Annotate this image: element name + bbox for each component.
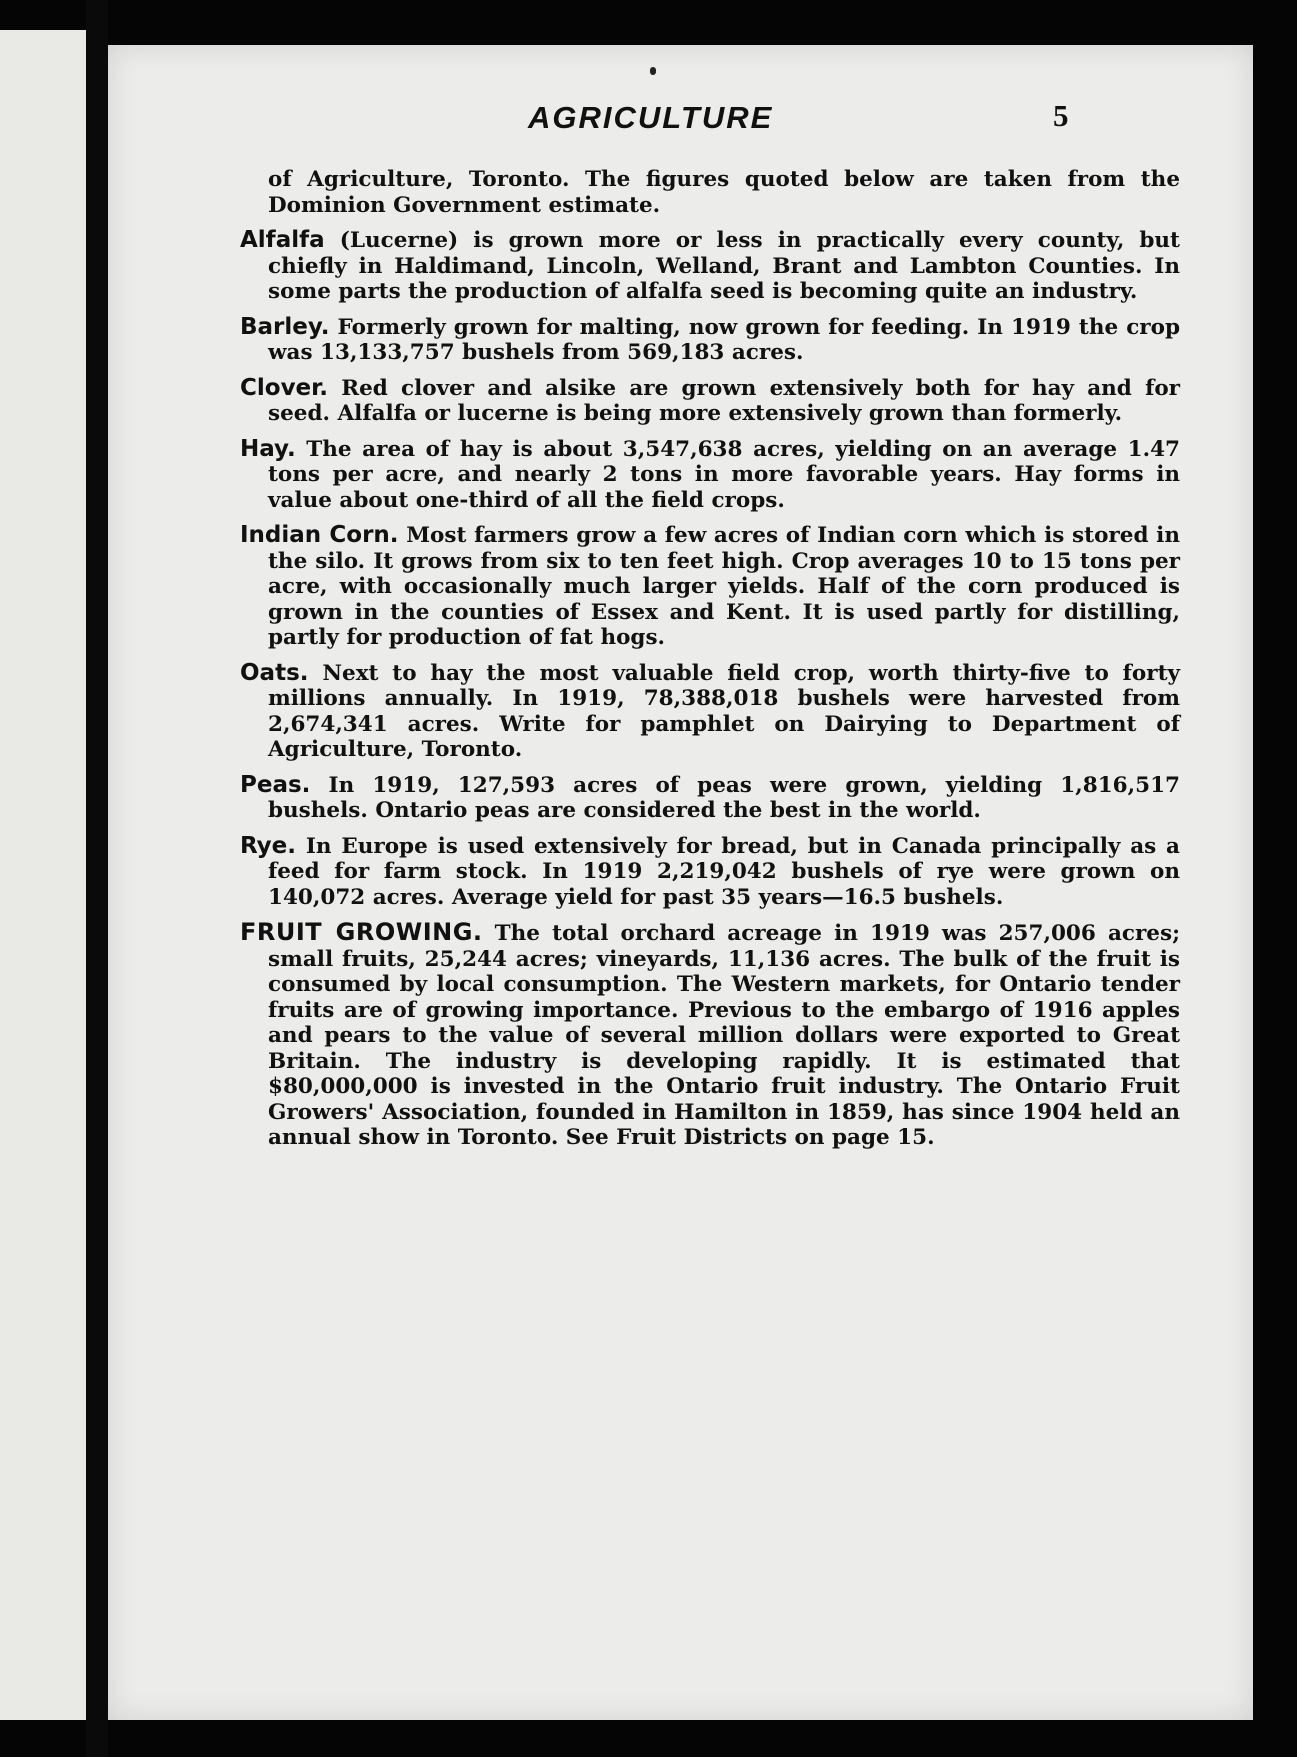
fruit-growing-entry <box>240 920 1180 1151</box>
entry-term: Peas. <box>240 771 311 798</box>
indian-corn-entry <box>240 523 1180 651</box>
hay-entry <box>240 437 1180 514</box>
entry-term: Clover. <box>240 374 328 401</box>
entry-term: FRUIT GROWING. <box>240 918 483 946</box>
entry-term: Barley. <box>240 313 330 340</box>
rye-entry <box>240 834 1180 911</box>
peas-entry <box>240 773 1180 824</box>
page-body <box>240 167 1180 1161</box>
previous-page-edge <box>0 30 86 1720</box>
barley-entry <box>240 315 1180 366</box>
entry-text: Red clover and alsike are grown extensively both for hay and for seed. Alfalfa or lucerne is being more extensively grown than formerly. <box>268 375 1180 426</box>
entry-term: Rye. <box>240 832 297 859</box>
alfalfa-entry <box>240 228 1180 305</box>
entry-term: Indian Corn. <box>240 522 399 548</box>
entry-text: (Lucerne) is grown more or less in practically every county, but chiefly in Haldimand, Lincoln, Welland, Brant and Lambton Counties. In some parts the production of alfalfa seed is becoming quite an industry. <box>268 228 1180 304</box>
entry-text: The total orchard acreage in 1919 was 257,006 acres; small fruits, 25,244 acres; vineyards, 11,136 acres. The bulk of the fruit is consumed by local consumption. The Western markets, for Ontario tender fruits are of growing importance. Previous to the embargo of 1916 apples and pears to the value of several million dollars were exported to Great Britain. The industry is developing rapidly. It is estimated that $80,000,000 is invested in the Ontario fruit industry. The Ontario Fruit Growers' Association, founded in Hamilton in 1859, has since 1904 held an annual show in Toronto. See Fruit Districts on page 15. <box>268 921 1181 1150</box>
entry-term: Alfalfa <box>240 227 325 253</box>
running-head <box>108 100 1253 140</box>
intro-paragraph <box>240 167 1180 218</box>
entry-text: The area of hay is about 3,547,638 acres, yielding on an average 1.47 tons per acre, and nearly 2 tons in more favorable years. Hay forms in value about one-third of all the field crops. <box>268 436 1180 513</box>
book-page <box>108 45 1253 1720</box>
clover-entry <box>240 376 1180 427</box>
entry-text: Next to hay the most valuable field crop, worth thirty-five to forty millions annually. In 1919, 78,388,018 bushels were harvested from 2,674,341 acres. Write for pamphlet on Dairying to Department of Agriculture, Toronto. <box>268 660 1180 762</box>
oats-entry <box>240 661 1180 763</box>
page-number: 5 <box>1053 98 1069 133</box>
page-gutter <box>86 0 108 1757</box>
ink-speck <box>650 67 656 75</box>
entry-text: Most farmers grow a few acres of Indian corn which is stored in the silo. It grows from six to ten feet high. Crop averages 10 to 15 tons per acre, with occasionally much larger yields. Half of the corn produced is grown in the counties of Essex and Kent. It is used partly for distilling, partly for production of fat hogs. <box>268 523 1180 650</box>
entry-text: In 1919, 127,593 acres of peas were grown, yielding 1,816,517 bushels. Ontario peas are considered the best in the world. <box>268 772 1180 823</box>
entry-term: Oats. <box>240 659 309 686</box>
entry-term: Hay. <box>240 435 296 462</box>
intro-text: of Agriculture, Toronto. The figures quoted below are taken from the Dominion Government estimate. <box>268 167 1180 218</box>
entry-text: Formerly grown for malting, now grown for feeding. In 1919 the crop was 13,133,757 bushels from 569,183 acres. <box>268 314 1180 365</box>
running-head-title: AGRICULTURE <box>528 100 774 135</box>
entry-text: In Europe is used extensively for bread, but in Canada principally as a feed for farm stock. In 1919 2,219,042 bushels of rye were grown on 140,072 acres. Average yield for past 35 years—16.5 bushels. <box>268 833 1180 910</box>
